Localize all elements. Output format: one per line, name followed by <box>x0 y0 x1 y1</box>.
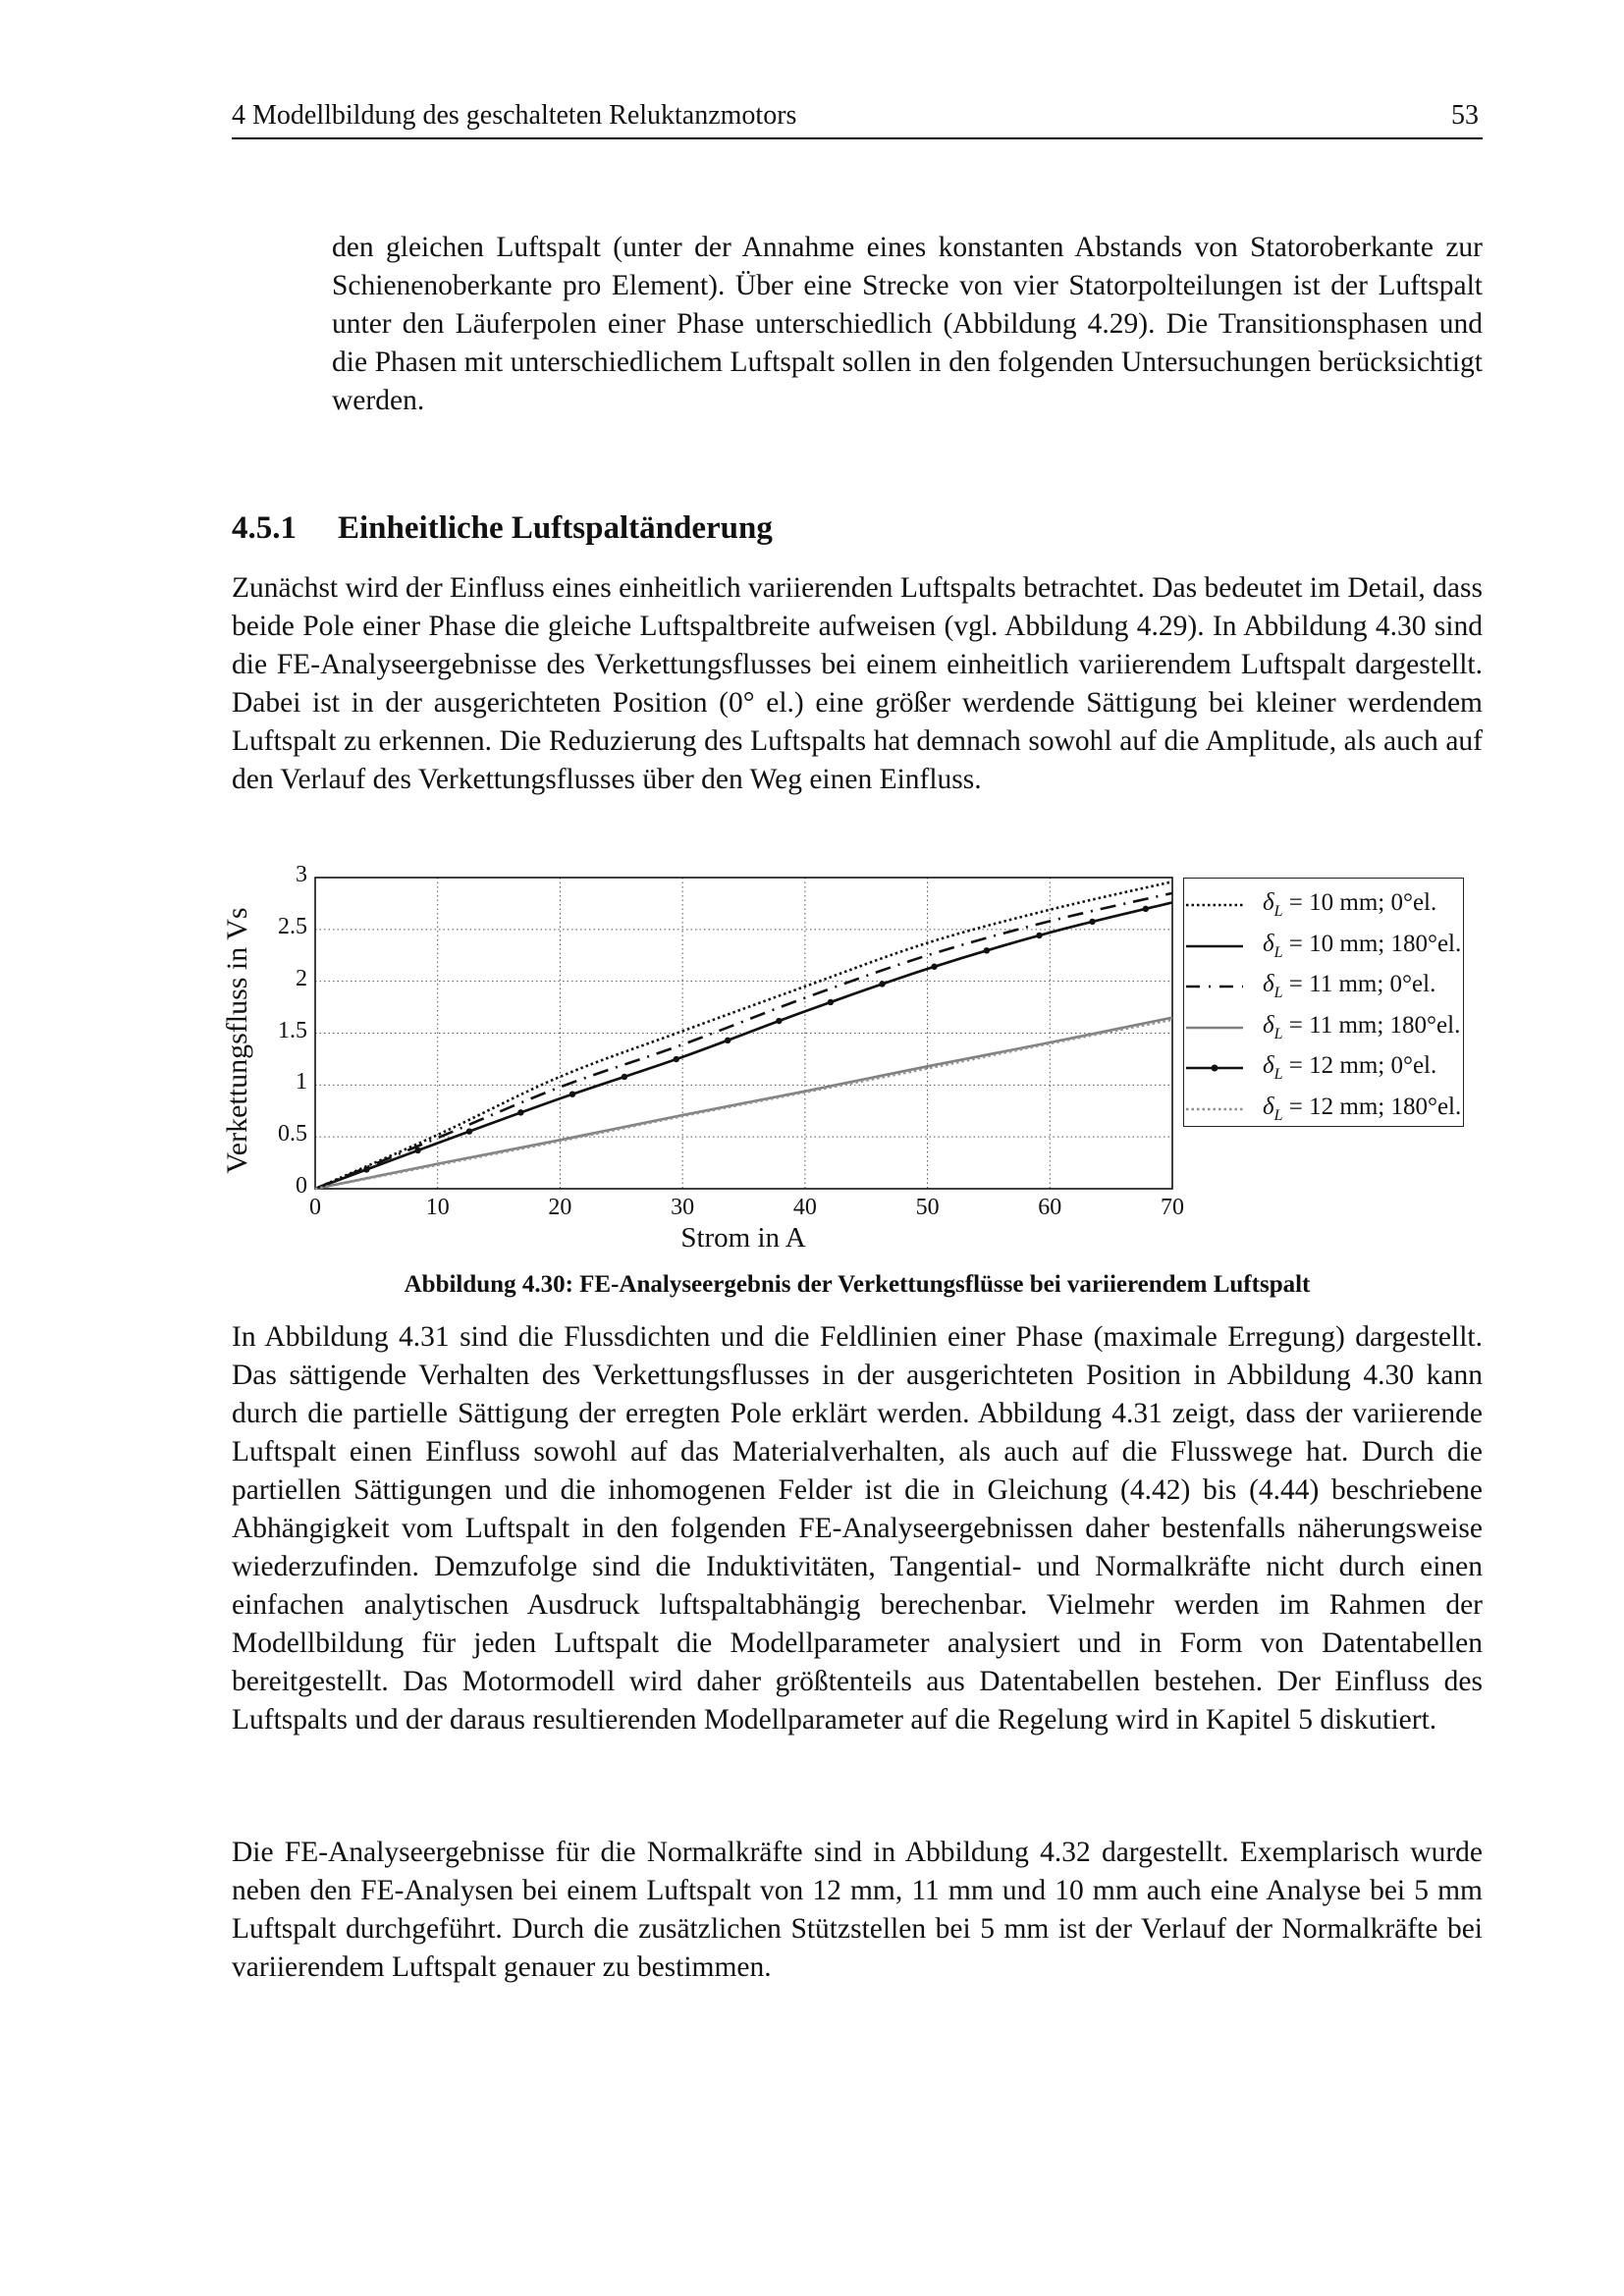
legend-item <box>1184 1049 1463 1087</box>
body-paragraph-1: Zunächst wird der Einfluss eines einheitlich variierenden Luftspalts betrachtet. Das bedeutet im Detail, dass beide Pole einer Phase die gleiche Luftspaltbreite aufweisen (vgl. Abbildung 4.29). In Abbildung 4.30 sind die FE-Analyseergebnisse des Verkettungsflusses bei einem einheitlich variierendem Luftspalt dargestellt. Dabei ist in der ausgerichteten Position (0° el.) eine größer werdende Sättigung bei kleiner werdendem Luftspalt zu erkennen. Die Reduzierung des Luftspalts hat demnach sowohl auf die Amplitude, als auch auf den Verlauf des Verkettungsflusses über den Weg einen Einfluss. <box>232 572 1483 795</box>
series-marker <box>466 1128 472 1134</box>
running-chapter-title: 4 Modellbildung des geschalteten Reluktanzmotors <box>232 100 797 131</box>
series-marker <box>1089 919 1095 925</box>
y-tick-label: 0.5 <box>278 1121 307 1148</box>
series-marker <box>828 999 834 1005</box>
series-marker <box>1143 906 1149 912</box>
series-marker <box>674 1056 679 1062</box>
y-axis-label: Verkettungsfluss in Vs <box>221 907 253 1174</box>
legend-item <box>1184 1091 1463 1128</box>
legend-item <box>1184 968 1463 1005</box>
legend-line-sample <box>1184 968 1245 1005</box>
y-tick-label: 2 <box>296 965 307 991</box>
section-heading <box>232 510 773 547</box>
x-tick-label: 30 <box>671 1195 695 1220</box>
y-tick-label: 3 <box>296 862 307 887</box>
x-tick-label: 0 <box>309 1195 321 1220</box>
page-number: 53 <box>1451 100 1479 131</box>
legend-label: $\delta_L = 11$ mm; 0°el. <box>1263 971 1436 1001</box>
series-marker <box>931 964 937 970</box>
series-marker <box>363 1166 369 1172</box>
section-number: 4.5.1 <box>232 510 297 546</box>
legend-line-sample <box>1184 1091 1245 1128</box>
legend-label: $\delta_L = 11$ mm; 180°el. <box>1263 1011 1461 1042</box>
axes-frame <box>315 878 1172 1189</box>
y-tick-label: 1.5 <box>278 1017 307 1043</box>
legend-label: $\delta_L = 10$ mm; 180°el. <box>1263 930 1462 961</box>
legend-line-sample <box>1184 1049 1245 1087</box>
y-tick-label: 2.5 <box>278 913 307 939</box>
series-line-4 <box>315 902 1172 1189</box>
body-paragraph-2: In Abbildung 4.31 sind die Flussdichten und die Feldlinien einer Phase (maximale Erregung) dargestellt. Das sättigende Verhalten des Verkettungsflusses in der ausgerichteten Position in Abbildung 4.30 kann durch die partielle Sättigung der erregten Pole erklärt werden. Abbildung 4.31 zeigt, dass der variierende Luftspalt einen Einfluss sowohl auf das Materialverhalten, als auch auf die Flusswege hat. Durch die partiellen Sättigungen und die inhomogenen Felder ist die in Gleichung (4.42) bis (4.44) beschriebene Abhängigkeit vom Luftspalt in den folgenden FE-Analyseergebnissen daher bestenfalls näherungsweise wiederzufinden. Demzufolge sind die Induktivitäten, Tangential- und Normalkräfte nicht durch einen einfachen analytischen Ausdruck luftspaltabhängig berechenbar. Vielmehr werden im Rahmen der Modellbildung für jeden Luftspalt die Modellparameter analysiert und in Form von Datentabellen bereitgestellt. Das Motormodell wird daher größtenteils aus Datentabellen bestehen. Der Einfluss des Luftspalts und der daraus resultierenden Modellparameter auf die Regelung wird in Kapitel 5 diskutiert. <box>232 1321 1483 1735</box>
legend-item <box>1184 886 1463 924</box>
y-tick-label: 1 <box>296 1069 307 1095</box>
legend-item <box>1184 1009 1463 1046</box>
x-axis-label: Strom in A <box>680 1222 806 1254</box>
series-line-1 <box>315 902 1172 1189</box>
body-paragraph-3: Die FE-Analyseergebnisse für die Normalkräfte sind in Abbildung 4.32 dargestellt. Exemplarisch wurde neben den FE-Analysen bei einem Luftspalt von 12 mm, 11 mm und 10 mm auch eine Analyse bei 5 mm Luftspalt durchgeführt. Durch die zusätzlichen Stützstellen bei 5 mm ist der Verlauf der Normalkräfte bei variierendem Luftspalt genauer zu bestimmen. <box>232 1837 1483 1983</box>
series-marker <box>984 947 990 953</box>
series-line-0 <box>315 881 1172 1189</box>
legend-label: $\delta_L = 10$ mm; 0°el. <box>1263 889 1437 920</box>
series-marker <box>725 1038 731 1043</box>
y-tick-label: 0 <box>296 1173 307 1199</box>
series-marker <box>517 1109 523 1115</box>
x-tick-label: 20 <box>548 1195 572 1220</box>
series-marker <box>1036 933 1042 938</box>
series-line-2 <box>315 893 1172 1189</box>
chart-legend <box>1183 878 1464 1127</box>
legend-label: $\delta_L = 12$ mm; 180°el. <box>1263 1093 1462 1124</box>
series-marker <box>622 1074 627 1080</box>
legend-line-sample <box>1184 886 1245 924</box>
series-marker <box>414 1148 420 1153</box>
legend-item <box>1184 928 1463 965</box>
x-tick-label: 10 <box>425 1195 450 1220</box>
page-header <box>232 98 1483 139</box>
series-line-3 <box>315 1018 1172 1189</box>
x-tick-label: 60 <box>1038 1195 1062 1220</box>
series-marker <box>879 981 885 987</box>
x-tick-label: 50 <box>915 1195 940 1220</box>
series-marker <box>569 1092 575 1097</box>
intro-paragraph: den gleichen Luftspalt (unter der Annahme eines konstanten Abstands von Statoroberkante zur Schienenoberkante pro Element). Über eine Strecke von vier Statorpolteilungen ist der Luftspalt unter den Läuferpolen einer Phase unterschiedlich (Abbildung 4.29). Die Transitionsphasen und die Phasen mit unterschiedlichem Luftspalt sollen in den folgenden Untersuchungen berücksichtigt werden. <box>332 232 1483 416</box>
legend-line-sample <box>1184 928 1245 965</box>
legend-line-sample <box>1184 1009 1245 1046</box>
series-marker <box>776 1018 782 1024</box>
figure-caption: Abbildung 4.30: FE-Analyseergebnis der Verkettungsflüsse bei variierendem Luftspalt <box>404 1271 1311 1298</box>
x-tick-label: 40 <box>792 1195 817 1220</box>
x-tick-label: 70 <box>1161 1195 1184 1220</box>
legend-label: $\delta_L = 12$ mm; 0°el. <box>1263 1052 1437 1083</box>
section-title: Einheitliche Luftspaltänderung <box>338 510 773 546</box>
series-line-5 <box>315 1020 1172 1189</box>
